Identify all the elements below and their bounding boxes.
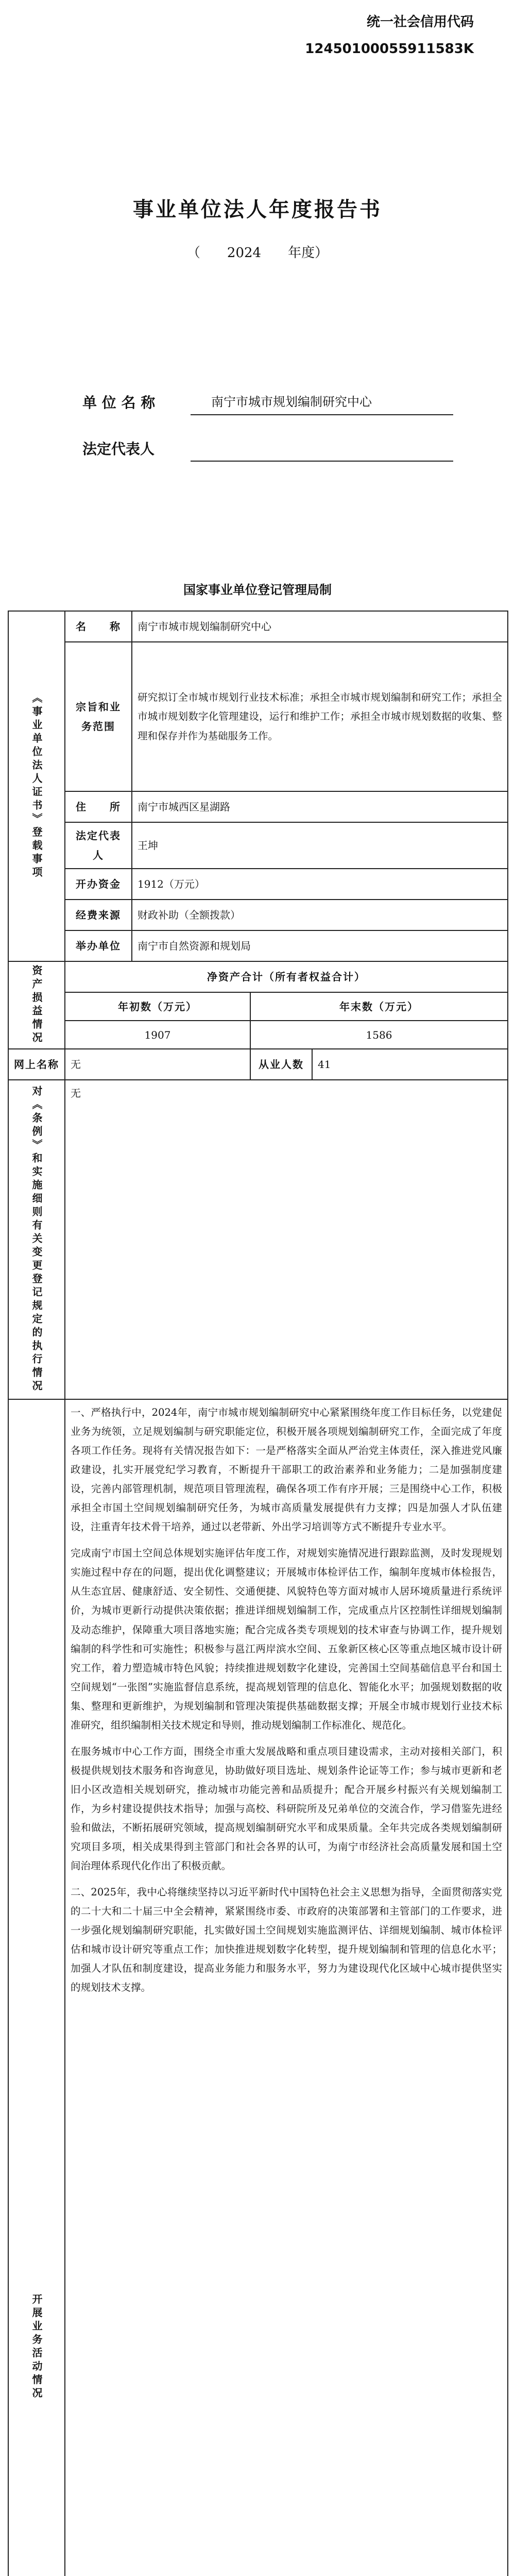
license-label: 网上名称 <box>8 1049 65 1080</box>
end-value: 1586 <box>250 1021 508 1049</box>
name-value: 南宁市城市规划编制研究中心 <box>132 611 508 642</box>
activities-paragraph-4: 二、2025年，我中心将继续坚持以习近平新时代中国特色社会主义思想为指导，全面贯彻落实党的二十大和二十届三中全会精神，紧紧围绕市委、市政府的决策部署和主管部门的工作要求，进一步强化规划编制研究职能，扎实做好国土空间规划实施监测评估、详细规划编制、城市体检评估和城市设计研究等重点工作；加快推进规划数字化转型，提升规划编制和管理的信息化水平；加强人才队伍和制度建设，提高业务能力和服务水平，努力为建设现代化区域中心城市提供坚实的规划技术支撑。 <box>71 1886 502 1994</box>
staff-label: 从业人数 <box>250 1049 312 1080</box>
activities-content <box>65 1399 508 2576</box>
authority-label: 举办单位 <box>65 930 132 961</box>
report-table <box>8 611 508 2576</box>
legal-label: 法定代表人 <box>65 822 132 869</box>
cover-unit-name-label: 单 位 名 称 <box>82 394 156 411</box>
net-assets-label: 净资产合计（所有者权益合计） <box>65 961 508 992</box>
cover-unit-name: 南宁市城市规划编制研究中心 <box>211 395 372 409</box>
begin-value: 1907 <box>65 1021 250 1049</box>
assets-label: 资产损益情况 <box>30 965 43 1045</box>
address-label: 住 所 <box>65 791 132 822</box>
scope-label: 宗旨和业务范围 <box>65 642 132 791</box>
begin-label: 年初数（万元） <box>65 992 250 1021</box>
compliance-label: 对《条例》和实施细则有关变更登记规定的执行情况 <box>30 1086 43 1394</box>
activities-label: 开展业务活动情况 <box>30 2294 43 2401</box>
license-value: 无 <box>65 1049 250 1080</box>
report-year: （ 2024 年度） <box>186 245 329 261</box>
activities-paragraph-2: 完成南宁市国土空间总体规划实施评估年度工作，对规划实施情况进行跟踪监测，及时发现规划实施过程中存在的问题，提出优化调整建议；开展城市体检评估工作，编制年度城市体检报告，从生态宜居、健康舒适、安全韧性、交通便捷、风貌特色等方面对城市人居环境质量进行系统评价，为城市更新行动提供决策依据；推进详细规划编制工作，完成重点片区控制性详细规划编制及动态维护，保障重大项目落地实施；配合完成各类专项规划的技术审查与协调工作，提升规划编制的科学性和可实施性；积极参与邕江两岸滨水空间、五象新区核心区等重点地区城市设计研究工作，着力塑造城市特色风貌；持续推进规划数字化建设，完善国土空间基础信息平台和国土空间规划“一张图”实施监督信息系统，提高规划管理的信息化、智能化水平；加强规划数据的收集、整理和更新维护，为规划编制和管理决策提供基础数据支撑；开展全市城市规划行业技术标准研究，组织编制相关技术规定和导则，推动规划编制工作标准化、规范化。 <box>71 1547 502 1731</box>
cover-legal-rep-label: 法定代表人 <box>82 440 155 457</box>
compliance-value: 无 <box>65 1080 508 1399</box>
name-label: 名 称 <box>65 611 132 642</box>
source-label: 经费来源 <box>65 900 132 930</box>
cover-legal-rep-row <box>82 438 453 459</box>
funds-value: 1912（万元） <box>132 869 508 900</box>
issuer: 国家事业单位登记管理局制 <box>183 583 332 597</box>
activities-paragraph-1: 一、严格执行中，2024年，南宁市城市规划编制研究中心紧紧围绕年度工作目标任务，以党建促业务为统领，立足规划编制与研究职能定位，积极开展各项规划编制研究工作，全面完成了年度各项工作任务。现将有关情况报告如下：一是严格落实全面从严治党主体责任，深入推进党风廉政建设，扎实开展党纪学习教育，不断提升干部职工的政治素养和业务能力；二是加强制度建设，完善内部管理机制，规范项目管理流程，确保各项工作有序开展；三是围绕中心工作，积极承担全市国土空间规划编制研究任务，为城市高质量发展提供有力支撑；四是加强人才队伍建设，注重青年技术骨干培养，通过以老带新、外出学习培训等方式不断提升专业水平。 <box>71 1406 502 1533</box>
scope-value: 研究拟订全市城市规划行业技术标准；承担全市城市规划编制和研究工作；承担全市城市规划数字化管理建设，运行和维护工作；承担全市城市规划数据的收集、整理和保存并作为基础服务工作。 <box>132 642 508 791</box>
report-title: 事业单位法人年度报告书 <box>133 198 382 222</box>
credit-code: 12450100055911583K <box>305 41 474 57</box>
cert-section-label: 《事业单位法人证书》登载事项 <box>30 692 43 880</box>
address-value: 南宁市城西区星湖路 <box>132 791 508 822</box>
activities-paragraph-3: 在服务城市中心工作方面，围绕全市重大发展战略和重点项目建设需求，主动对接相关部门，积极提供规划技术服务和咨询意见，协助做好项目选址、规划条件论证等工作；参与城市更新和老旧小区改造相关规划研究，推动城市功能完善和品质提升；配合开展乡村振兴有关规划编制工作，为乡村建设提供技术指导；加强与高校、科研院所及兄弟单位的交流合作，学习借鉴先进经验和做法，不断拓展研究领域，提高规划编制研究水平和成果质量。全年共完成各类规划编制研究项目多项，相关成果得到主管部门和社会各界的认可，为南宁市经济社会高质量发展和国土空间治理体系现代化作出了积极贡献。 <box>71 1745 502 1872</box>
legal-value: 王坤 <box>132 822 508 869</box>
funds-label: 开办资金 <box>65 869 132 900</box>
credit-code-label: 统一社会信用代码 <box>366 14 474 30</box>
source-value: 财政补助（全额拨款） <box>132 900 508 930</box>
cover-unit-name-row <box>82 392 453 412</box>
authority-value: 南宁市自然资源和规划局 <box>132 930 508 961</box>
staff-value: 41 <box>312 1049 508 1080</box>
end-label: 年末数（万元） <box>250 992 508 1021</box>
